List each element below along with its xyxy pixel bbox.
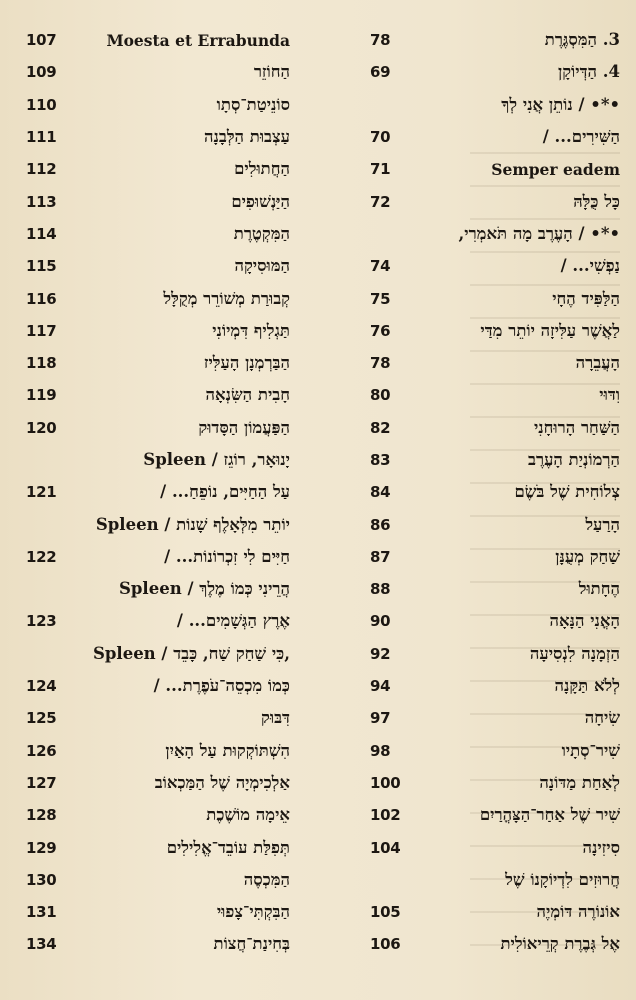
- entry-title: עַל הַחַיִּים, נוֹפֵחַ... /: [160, 482, 290, 502]
- entry-title: חַיִּים לִי זִכְרוֹנוֹת... /: [164, 546, 290, 566]
- toc-entry: [26, 767, 290, 799]
- page-number: 111: [26, 128, 57, 147]
- toc-entry: [370, 379, 620, 411]
- page-number: 123: [26, 612, 57, 631]
- toc-entry: [370, 444, 620, 476]
- page-number: 122: [26, 547, 57, 566]
- toc-entry: [26, 864, 290, 896]
- toc-entry: [370, 121, 620, 153]
- page-number: 114: [26, 224, 57, 243]
- entry-title: תְּפִלַּת עוֹבֵד־אֱלִילִים: [166, 837, 290, 857]
- entry-title: הָעֲבֵרָה: [575, 353, 620, 373]
- toc-entry: [26, 831, 290, 863]
- page-number: 75: [370, 289, 391, 308]
- entry-title: 3. הַמִּסְגֶּרֶת: [544, 30, 620, 50]
- page-number: 119: [26, 386, 57, 405]
- toc-entry: [370, 831, 620, 863]
- entry-title: הַשִּׁירִים... /: [542, 127, 620, 147]
- entry-title: הִשְׁתּוֹקְקוּת עַל הָאַיִן: [165, 740, 290, 760]
- toc-entry: [370, 735, 620, 767]
- page-number: 128: [26, 806, 57, 825]
- toc-entry: [26, 185, 290, 217]
- toc-entry: [26, 56, 290, 88]
- toc-entry: [26, 24, 290, 56]
- entry-title: הַחֲתוּלִים: [234, 159, 290, 179]
- toc-entry: [370, 702, 620, 734]
- toc-entry: [26, 379, 290, 411]
- entry-title: כְּמוֹ מִכְסֵה־עֹפֶרֶת... /: [153, 676, 290, 696]
- page-number: 112: [26, 160, 57, 179]
- toc-entry: [26, 605, 290, 637]
- page-number: 126: [26, 741, 57, 760]
- page-number: 109: [26, 63, 57, 82]
- entry-title: הַפַּעֲמוֹן הַסָּדוּק: [198, 417, 290, 437]
- page-number: 105: [370, 903, 401, 922]
- entry-title: לְאַחַת מַדּוֹנָה: [539, 772, 620, 792]
- toc-entry: [26, 670, 290, 702]
- entry-title: Spleen / יָנוּאָר, רוֹגֵז: [143, 450, 290, 469]
- toc-entry: [370, 638, 620, 670]
- toc-entry: [370, 282, 620, 314]
- toc-entry: [370, 412, 620, 444]
- entry-title: סִיזִינָה: [582, 837, 620, 857]
- toc-entry: [370, 541, 620, 573]
- entry-title: כָּל כֻּלָּהּ: [573, 191, 620, 211]
- entry-title: הַמּוּסִיקָה: [234, 256, 290, 276]
- page-number: 90: [370, 612, 391, 631]
- page-number: 83: [370, 451, 391, 469]
- toc-entry: [26, 250, 290, 282]
- entry-title: חֲרוּזִים לִדְיוֹקָנוֹ שֶׁל: [505, 869, 620, 889]
- toc-entry: [370, 928, 620, 960]
- toc-entry: [370, 896, 620, 928]
- toc-entry: [26, 735, 290, 767]
- page-number: 78: [370, 354, 391, 373]
- page-number: 131: [26, 903, 57, 922]
- entry-title: וִדּוּי: [599, 385, 620, 405]
- page-number: 98: [370, 741, 391, 760]
- toc-entry: [370, 315, 620, 347]
- page-number: 104: [370, 838, 401, 857]
- page-number: 76: [370, 321, 391, 340]
- toc-entry: [370, 185, 620, 217]
- entry-title: תַּגְלִיף דִּמְיוֹנִי: [212, 320, 290, 340]
- toc-entry: [370, 864, 620, 896]
- toc-entry: [26, 218, 290, 250]
- toc-entry: [26, 315, 290, 347]
- toc-entry: [26, 638, 290, 670]
- toc-entry: [26, 928, 290, 960]
- page-number: 86: [370, 515, 391, 534]
- entry-title: הַלַּפִּיד הֶחָי: [552, 288, 620, 308]
- page-number: 121: [26, 483, 57, 502]
- entry-title: שִׁיר שֶׁל אַחַר־הַצָּהֳרַיִם: [479, 805, 620, 825]
- toc-entry: [26, 508, 290, 540]
- toc-entry: [370, 89, 620, 121]
- entry-title: חָבִית הַשִּׂנְאָה: [205, 385, 290, 405]
- entry-title: הַרְמוֹנְיַת הָעֶרֶב: [528, 450, 620, 469]
- entry-title: הַבִּקְתִּי־צָפוּי: [216, 902, 290, 922]
- entry-title: 4. הַדְּיוֹקָן: [558, 62, 620, 82]
- toc-entry: [370, 56, 620, 88]
- page-number: 134: [26, 935, 57, 954]
- entry-title: דִּבּוּק: [261, 708, 290, 728]
- page-number: 69: [370, 63, 391, 82]
- toc-entry: [370, 605, 620, 637]
- page-number: 88: [370, 580, 391, 599]
- page-number: 70: [370, 128, 391, 147]
- toc-entry: [370, 218, 620, 250]
- page-number: 74: [370, 257, 391, 276]
- entry-title: הָרַעַל: [585, 514, 620, 534]
- page-number: 92: [370, 644, 391, 663]
- entry-title: •*• / הָעֶרֶב מָה תֹּאמְרִי,: [458, 223, 620, 243]
- page-number: 102: [370, 806, 401, 825]
- page-number: 129: [26, 838, 57, 857]
- toc-entry: [370, 799, 620, 831]
- toc-entry: [370, 476, 620, 508]
- entry-title: קְבוּרַת מְשׁוֹרֵר מְקֻלָּל: [163, 288, 290, 308]
- entry-title: נַפְשִׁי... /: [560, 256, 620, 276]
- entry-title: Spleen / הֲרֵינִי כְּמוֹ מֶלֶךְ: [118, 579, 290, 599]
- toc-left-column: [26, 24, 290, 961]
- page-number: 106: [370, 935, 401, 954]
- page-number: 118: [26, 354, 57, 373]
- toc-entry: [370, 250, 620, 282]
- page-number: 113: [26, 192, 57, 211]
- entry-title: הַמִּכְסֶה: [243, 869, 290, 889]
- page-number: 125: [26, 709, 57, 728]
- toc-entry: [26, 702, 290, 734]
- entry-title: הַחוֹזֵר: [253, 62, 290, 82]
- page-number: 130: [26, 870, 57, 889]
- toc-entry: [26, 541, 290, 573]
- toc-entry: [370, 573, 620, 605]
- toc-right-column: [370, 24, 620, 961]
- entry-title: Spleen / יוֹתֵר מִלְּאָלֶף שָׁנוֹת: [95, 514, 290, 534]
- toc-entry: [370, 670, 620, 702]
- page-number: 84: [370, 483, 391, 502]
- page-number: 127: [26, 773, 57, 792]
- page-number: 87: [370, 547, 391, 566]
- toc-entry: [26, 347, 290, 379]
- entry-title: אַלְכִימְיָה שֶׁל הַמַּכְאוֹב: [154, 772, 290, 792]
- entry-title: Spleen / כִּי שַׁחַק שַׁח, כָּבֵד,: [92, 643, 290, 663]
- toc-entry: [370, 767, 620, 799]
- entry-title: אֶרֶץ הַגְּשָׁמִים... /: [176, 611, 290, 631]
- entry-title: צְלוֹחִית שֶׁל בֹּשֶׂם: [514, 482, 620, 502]
- entry-title: הַשַּׁחַר הָרוּחָנִי: [533, 417, 620, 437]
- entry-title: Semper eadem: [491, 159, 620, 179]
- toc-entry: [370, 347, 620, 379]
- page-number: 117: [26, 321, 57, 340]
- page-number: 78: [370, 31, 391, 50]
- page-number: 124: [26, 677, 57, 696]
- toc-entry: [370, 153, 620, 185]
- entry-title: בְּחִינַת־חֲצוֹת: [213, 934, 290, 954]
- entry-title: שִׁיר־סְתָיו: [561, 740, 620, 760]
- entry-title: אוֹנוֹרֶה דּוֹמְיֶה: [536, 902, 620, 922]
- page-number: 82: [370, 418, 391, 437]
- page-number: 94: [370, 677, 391, 696]
- entry-title: הָאֳנִי הַנָּאָה: [549, 611, 620, 631]
- page-number: 120: [26, 418, 57, 437]
- toc-entry: [370, 24, 620, 56]
- entry-title: Moesta et Errabunda: [106, 30, 290, 50]
- toc-entry: [26, 896, 290, 928]
- entry-title: הַמִּקְטֶרֶת: [233, 223, 290, 243]
- entry-title: אֶל גְּבֶרֶת קְרֵיאוֹלִית: [500, 934, 620, 954]
- entry-title: לְלֹא תַּקָּנָה: [554, 676, 620, 696]
- entry-title: עַצְבוּת הַלְּבָנָה: [204, 127, 290, 147]
- toc-entry: [26, 412, 290, 444]
- page-number: 100: [370, 773, 401, 792]
- entry-title: שִׂיחָה: [584, 708, 620, 728]
- entry-title: לַאֲשֶׁר עַלִּיזָה יוֹתֵר מִדַּי: [480, 320, 620, 340]
- entry-title: אֵימָה מוֹשֶׁכֶת: [206, 805, 290, 825]
- entry-title: •*• / נוֹתֵן אֲנִי לְךָ: [501, 94, 620, 114]
- toc-entry: [26, 121, 290, 153]
- toc-entry: [26, 573, 290, 605]
- toc-entry: [26, 153, 290, 185]
- page-number: 107: [26, 31, 57, 50]
- toc-entry: [26, 444, 290, 476]
- page-number: 110: [26, 95, 57, 114]
- page-number: 116: [26, 289, 57, 308]
- entry-title: הַיַּנְשׁוּפִים: [231, 191, 290, 211]
- page-number: 115: [26, 257, 57, 276]
- page-number: 80: [370, 386, 391, 405]
- page-number: 97: [370, 709, 391, 728]
- page-number: 71: [370, 160, 391, 179]
- entry-title: הַבַּרְמְנָן הָעַלִּיז: [203, 353, 290, 373]
- toc-entry: [370, 508, 620, 540]
- toc-entry: [26, 89, 290, 121]
- entry-title: סוֹנֵיטַת־סְתָו: [216, 94, 290, 114]
- toc-entry: [26, 282, 290, 314]
- toc-entry: [26, 799, 290, 831]
- toc-entry: [26, 476, 290, 508]
- entry-title: הֶחָתוּל: [578, 579, 620, 599]
- entry-title: הַזְמָנָה לִנְסִיעָה: [529, 643, 620, 663]
- page-number: 72: [370, 192, 391, 211]
- entry-title: שַׁחַק מְעֻנָּן: [555, 546, 620, 566]
